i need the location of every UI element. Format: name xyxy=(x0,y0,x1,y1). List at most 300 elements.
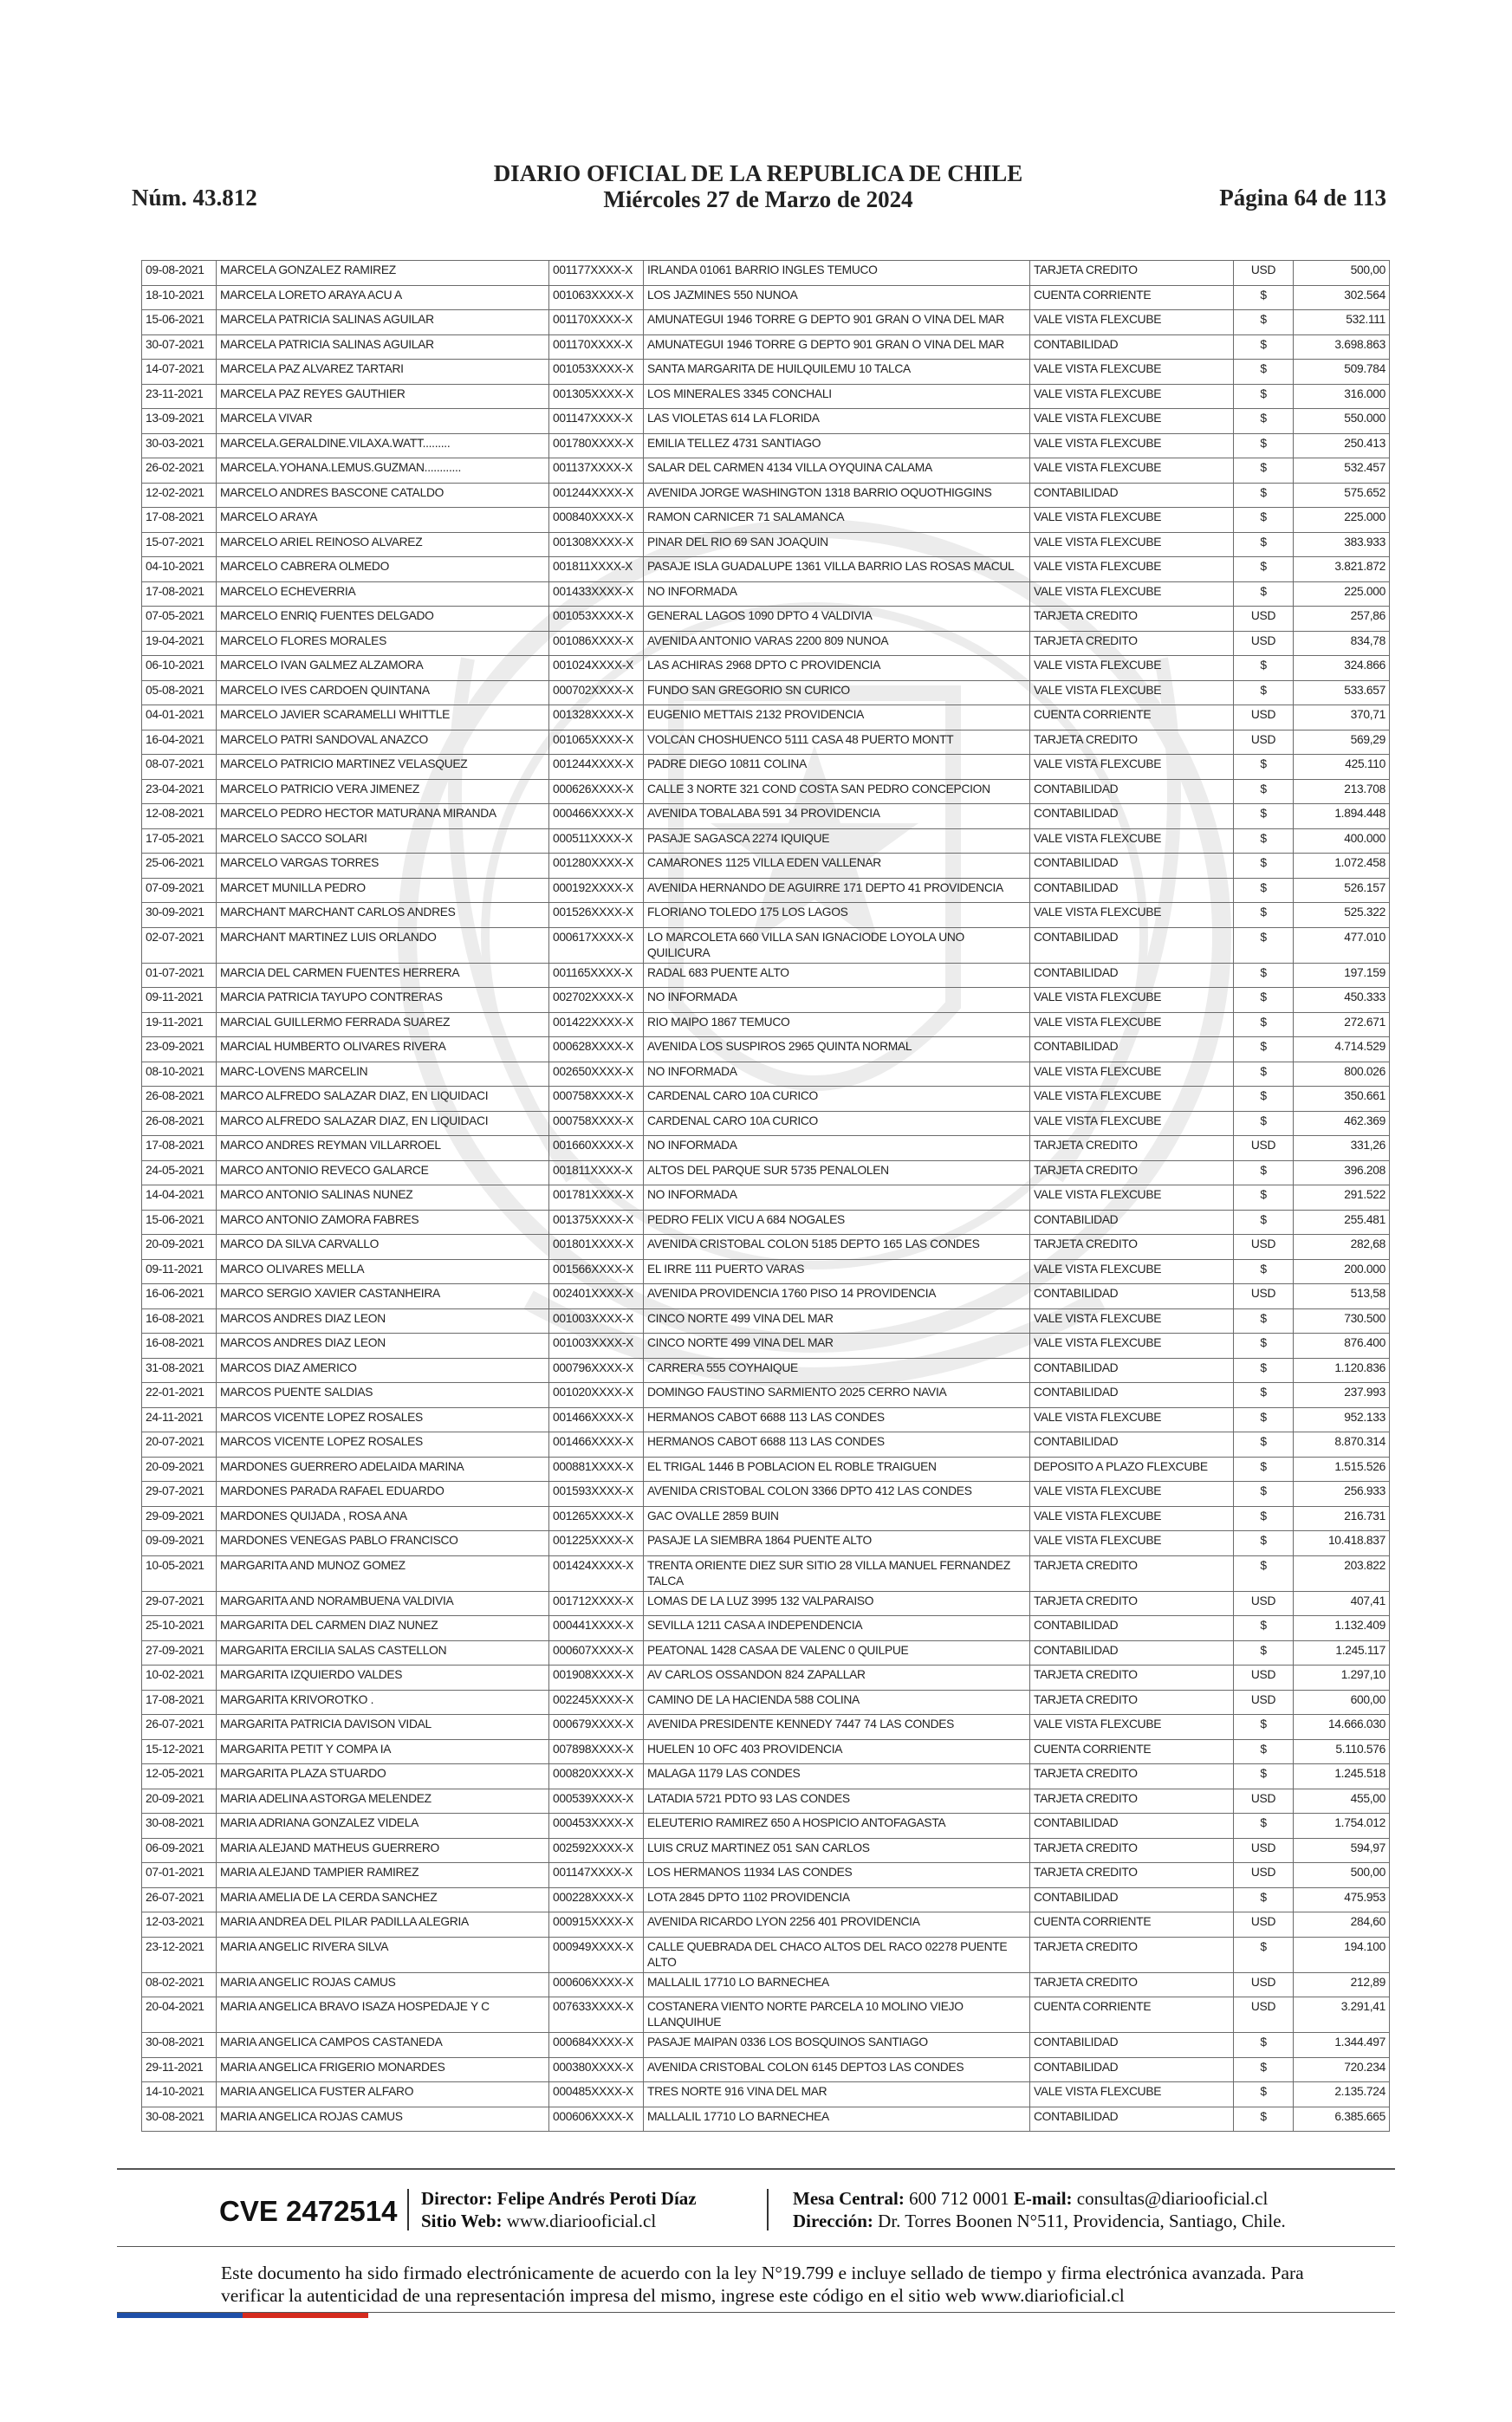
amount-cell: 1.515.526 xyxy=(1294,1457,1390,1482)
address-cell: LAS ACHIRAS 2968 DPTO C PROVIDENCIA xyxy=(644,656,1030,681)
date-cell: 25-06-2021 xyxy=(142,854,217,879)
page-header xyxy=(130,160,1386,221)
currency-cell: $ xyxy=(1234,1210,1294,1235)
footer-divider xyxy=(117,2168,1395,2170)
product-cell: CONTABILIDAD xyxy=(1030,2057,1234,2082)
currency-cell: USD xyxy=(1234,607,1294,632)
publication-title: DIARIO OFICIAL DE LA REPUBLICA DE CHILE xyxy=(493,160,1023,186)
name-cell: MARCELA.GERALDINE.VILAXA.WATT......... xyxy=(217,433,549,458)
table-row xyxy=(142,1616,1390,1641)
rut-cell: 001305XXXX-X xyxy=(549,384,644,409)
amount-cell: 1.297,10 xyxy=(1294,1666,1390,1691)
address-cell: EL TRIGAL 1446 B POBLACION EL ROBLE TRAIGUEN xyxy=(644,1457,1030,1482)
table-row xyxy=(142,1407,1390,1432)
date-cell: 05-08-2021 xyxy=(142,680,217,705)
product-cell: CUENTA CORRIENTE xyxy=(1030,1912,1234,1938)
date-cell: 17-08-2021 xyxy=(142,1136,217,1161)
currency-cell: $ xyxy=(1234,483,1294,508)
rut-cell: 000453XXXX-X xyxy=(549,1814,644,1839)
currency-cell: $ xyxy=(1234,1383,1294,1408)
rut-cell: 001003XXXX-X xyxy=(549,1308,644,1334)
date-cell: 20-09-2021 xyxy=(142,1457,217,1482)
currency-cell: $ xyxy=(1234,360,1294,385)
currency-cell: USD xyxy=(1234,1912,1294,1938)
legal-notice: Este documento ha sido firmado electrónicamente de acuerdo con la ley N°19.799 e incluye sellado de tiempo y firma electrónica avanzada. Para verificar la autenticidad de una representación impresa del mismo, ingrese este código en el sitio web www.diarioficial.cl xyxy=(221,2263,1304,2306)
amount-cell: 569,29 xyxy=(1294,730,1390,755)
amount-cell: 383.933 xyxy=(1294,532,1390,557)
name-cell: MARCELA PAZ REYES GAUTHIER xyxy=(217,384,549,409)
date-cell: 14-07-2021 xyxy=(142,360,217,385)
email-label: E-mail: xyxy=(1013,2188,1073,2209)
amount-cell: 1.072.458 xyxy=(1294,854,1390,879)
rut-cell: 001801XXXX-X xyxy=(549,1235,644,1260)
product-cell: TARJETA CREDITO xyxy=(1030,730,1234,755)
rut-cell: 000758XXXX-X xyxy=(549,1111,644,1136)
name-cell: MARCO ANTONIO REVECO GALARCE xyxy=(217,1160,549,1185)
product-cell: DEPOSITO A PLAZO FLEXCUBE xyxy=(1030,1457,1234,1482)
rut-cell: 000820XXXX-X xyxy=(549,1764,644,1789)
date-cell: 10-05-2021 xyxy=(142,1555,217,1591)
table-row xyxy=(142,927,1390,963)
product-cell: VALE VISTA FLEXCUBE xyxy=(1030,1531,1234,1556)
address-cell: AVENIDA JORGE WASHINGTON 1318 BARRIO OQUOTHIGGINS xyxy=(644,483,1030,508)
date-cell: 16-08-2021 xyxy=(142,1308,217,1334)
name-cell: MARIA ANGELICA CAMPOS CASTANEDA xyxy=(217,2033,549,2058)
name-cell: MARCELO IVES CARDOEN QUINTANA xyxy=(217,680,549,705)
address-cell: FLORIANO TOLEDO 175 LOS LAGOS xyxy=(644,903,1030,928)
currency-cell: USD xyxy=(1234,1591,1294,1616)
name-cell: MARGARITA ERCILIA SALAS CASTELLON xyxy=(217,1640,549,1666)
rut-cell: 002650XXXX-X xyxy=(549,1062,644,1087)
product-cell: CUENTA CORRIENTE xyxy=(1030,705,1234,730)
rut-cell: 001908XXXX-X xyxy=(549,1666,644,1691)
name-cell: MARCIAL GUILLERMO FERRADA SUAREZ xyxy=(217,1012,549,1037)
name-cell: MARGARITA AND NORAMBUENA VALDIVIA xyxy=(217,1591,549,1616)
name-cell: MARCELA VIVAR xyxy=(217,409,549,434)
name-cell: MARCELO FLORES MORALES xyxy=(217,631,549,656)
product-cell: VALE VISTA FLEXCUBE xyxy=(1030,532,1234,557)
amount-cell: 6.385.665 xyxy=(1294,2107,1390,2132)
rut-cell: 001466XXXX-X xyxy=(549,1432,644,1458)
amount-cell: 213.708 xyxy=(1294,779,1390,804)
table-row xyxy=(142,1210,1390,1235)
address-cell: NO INFORMADA xyxy=(644,1136,1030,1161)
rut-cell: 001466XXXX-X xyxy=(549,1407,644,1432)
date-cell: 14-10-2021 xyxy=(142,2082,217,2107)
name-cell: MARIA ANGELIC RIVERA SILVA xyxy=(217,1937,549,1972)
address-cell: ELEUTERIO RAMIREZ 650 A HOSPICIO ANTOFAGASTA xyxy=(644,1814,1030,1839)
name-cell: MARCET MUNILLA PEDRO xyxy=(217,878,549,903)
currency-cell: $ xyxy=(1234,779,1294,804)
table-row xyxy=(142,963,1390,988)
table-row xyxy=(142,458,1390,484)
publication-date: Miércoles 27 de Marzo de 2024 xyxy=(603,186,913,212)
product-cell: CONTABILIDAD xyxy=(1030,1210,1234,1235)
name-cell: MARGARITA AND MUNOZ GOMEZ xyxy=(217,1555,549,1591)
name-cell: MARCHANT MARCHANT CARLOS ANDRES xyxy=(217,903,549,928)
name-cell: MARC-LOVENS MARCELIN xyxy=(217,1062,549,1087)
address-cell: AVENIDA ANTONIO VARAS 2200 809 NUNOA xyxy=(644,631,1030,656)
product-cell: CONTABILIDAD xyxy=(1030,854,1234,879)
rut-cell: 001137XXXX-X xyxy=(549,458,644,484)
date-cell: 30-09-2021 xyxy=(142,903,217,928)
date-cell: 04-01-2021 xyxy=(142,705,217,730)
amount-cell: 257,86 xyxy=(1294,607,1390,632)
table-row xyxy=(142,1111,1390,1136)
product-cell: TARJETA CREDITO xyxy=(1030,1591,1234,1616)
amount-cell: 1.132.409 xyxy=(1294,1616,1390,1641)
name-cell: MARIA ADRIANA GONZALEZ VIDELA xyxy=(217,1814,549,1839)
table-row xyxy=(142,828,1390,854)
address-cell: AVENIDA CRISTOBAL COLON 3366 DPTO 412 LAS CONDES xyxy=(644,1482,1030,1507)
address-cell: HUELEN 10 OFC 403 PROVIDENCIA xyxy=(644,1739,1030,1764)
currency-cell: USD xyxy=(1234,261,1294,286)
currency-cell: $ xyxy=(1234,1457,1294,1482)
address-cell: LOS HERMANOS 11934 LAS CONDES xyxy=(644,1863,1030,1888)
product-cell: VALE VISTA FLEXCUBE xyxy=(1030,1715,1234,1740)
table-row xyxy=(142,433,1390,458)
table-row xyxy=(142,1062,1390,1087)
table-row xyxy=(142,1764,1390,1789)
table-row xyxy=(142,878,1390,903)
amount-cell: 225.000 xyxy=(1294,508,1390,533)
product-cell: TARJETA CREDITO xyxy=(1030,1666,1234,1691)
rut-cell: 000511XXXX-X xyxy=(549,828,644,854)
currency-cell: $ xyxy=(1234,1506,1294,1531)
amount-cell: 1.245.518 xyxy=(1294,1764,1390,1789)
table-row xyxy=(142,1012,1390,1037)
date-cell: 20-09-2021 xyxy=(142,1789,217,1814)
rut-cell: 001053XXXX-X xyxy=(549,360,644,385)
currency-cell: $ xyxy=(1234,409,1294,434)
amount-cell: 324.866 xyxy=(1294,656,1390,681)
table-row xyxy=(142,730,1390,755)
name-cell: MARCO ANDRES REYMAN VILLARROEL xyxy=(217,1136,549,1161)
rut-cell: 001811XXXX-X xyxy=(549,557,644,582)
rut-cell: 001177XXXX-X xyxy=(549,261,644,286)
amount-cell: 952.133 xyxy=(1294,1407,1390,1432)
currency-cell: $ xyxy=(1234,680,1294,705)
currency-cell: $ xyxy=(1234,1937,1294,1972)
address-cell: RADAL 683 PUENTE ALTO xyxy=(644,963,1030,988)
product-cell: TARJETA CREDITO xyxy=(1030,1235,1234,1260)
rut-cell: 001375XXXX-X xyxy=(549,1210,644,1235)
name-cell: MARCIA DEL CARMEN FUENTES HERRERA xyxy=(217,963,549,988)
rut-cell: 002245XXXX-X xyxy=(549,1690,644,1715)
product-cell: TARJETA CREDITO xyxy=(1030,1972,1234,1997)
name-cell: MARIA ANGELIC ROJAS CAMUS xyxy=(217,1972,549,1997)
address-cell: EMILIA TELLEZ 4731 SANTIAGO xyxy=(644,433,1030,458)
table-row xyxy=(142,705,1390,730)
name-cell: MARCELO VARGAS TORRES xyxy=(217,854,549,879)
currency-cell: $ xyxy=(1234,458,1294,484)
director-label: Director: xyxy=(421,2188,493,2209)
table-row xyxy=(142,2082,1390,2107)
amount-cell: 550.000 xyxy=(1294,409,1390,434)
address-cell: CINCO NORTE 499 VINA DEL MAR xyxy=(644,1334,1030,1359)
table-row xyxy=(142,631,1390,656)
currency-cell: $ xyxy=(1234,1764,1294,1789)
product-cell: VALE VISTA FLEXCUBE xyxy=(1030,310,1234,335)
table-row xyxy=(142,656,1390,681)
date-cell: 20-09-2021 xyxy=(142,1235,217,1260)
table-row xyxy=(142,557,1390,582)
rut-cell: 001147XXXX-X xyxy=(549,409,644,434)
amount-cell: 316.000 xyxy=(1294,384,1390,409)
amount-cell: 256.933 xyxy=(1294,1482,1390,1507)
table-row xyxy=(142,1358,1390,1383)
table-row xyxy=(142,1937,1390,1972)
name-cell: MARCOS VICENTE LOPEZ ROSALES xyxy=(217,1432,549,1458)
address-cell: CALLE 3 NORTE 321 COND COSTA SAN PEDRO CONCEPCION xyxy=(644,779,1030,804)
date-cell: 17-08-2021 xyxy=(142,508,217,533)
amount-cell: 10.418.837 xyxy=(1294,1531,1390,1556)
address-cell: CAMINO DE LA HACIENDA 588 COLINA xyxy=(644,1690,1030,1715)
address-cell: PASAJE LA SIEMBRA 1864 PUENTE ALTO xyxy=(644,1531,1030,1556)
product-cell: CONTABILIDAD xyxy=(1030,1640,1234,1666)
rut-cell: 001526XXXX-X xyxy=(549,903,644,928)
currency-cell: $ xyxy=(1234,1555,1294,1591)
product-cell: VALE VISTA FLEXCUBE xyxy=(1030,581,1234,607)
amount-cell: 2.135.724 xyxy=(1294,2082,1390,2107)
name-cell: MARIA ANGELICA FRIGERIO MONARDES xyxy=(217,2057,549,2082)
product-cell: CUENTA CORRIENTE xyxy=(1030,285,1234,310)
address-cell: RAMON CARNICER 71 SALAMANCA xyxy=(644,508,1030,533)
product-cell: VALE VISTA FLEXCUBE xyxy=(1030,1407,1234,1432)
name-cell: MARIA ANGELICA BRAVO ISAZA HOSPEDAJE Y C xyxy=(217,1997,549,2033)
rut-cell: 002592XXXX-X xyxy=(549,1838,644,1863)
product-cell: VALE VISTA FLEXCUBE xyxy=(1030,433,1234,458)
amount-cell: 212,89 xyxy=(1294,1972,1390,1997)
name-cell: MARCELO CABRERA OLMEDO xyxy=(217,557,549,582)
amount-cell: 594,97 xyxy=(1294,1838,1390,1863)
date-cell: 14-04-2021 xyxy=(142,1185,217,1211)
footer-contact-block xyxy=(793,2187,1286,2232)
currency-cell: USD xyxy=(1234,1136,1294,1161)
product-cell: CUENTA CORRIENTE xyxy=(1030,1997,1234,2033)
table-row xyxy=(142,1666,1390,1691)
rut-cell: 000606XXXX-X xyxy=(549,1972,644,1997)
table-row xyxy=(142,1087,1390,1112)
name-cell: MARCELA LORETO ARAYA ACU A xyxy=(217,285,549,310)
table-row xyxy=(142,2033,1390,2058)
currency-cell: USD xyxy=(1234,1235,1294,1260)
product-cell: VALE VISTA FLEXCUBE xyxy=(1030,755,1234,780)
date-cell: 07-01-2021 xyxy=(142,1863,217,1888)
date-cell: 30-08-2021 xyxy=(142,2033,217,2058)
table-row xyxy=(142,581,1390,607)
date-cell: 12-05-2021 xyxy=(142,1764,217,1789)
amount-cell: 331,26 xyxy=(1294,1136,1390,1161)
records-table-body xyxy=(142,261,1390,2132)
table-row xyxy=(142,854,1390,879)
address-cell: CARDENAL CARO 10A CURICO xyxy=(644,1111,1030,1136)
rut-cell: 000441XXXX-X xyxy=(549,1616,644,1641)
amount-cell: 400.000 xyxy=(1294,828,1390,854)
amount-cell: 3.698.863 xyxy=(1294,334,1390,360)
date-cell: 30-07-2021 xyxy=(142,334,217,360)
rut-cell: 000840XXXX-X xyxy=(549,508,644,533)
amount-cell: 450.333 xyxy=(1294,988,1390,1013)
rut-cell: 000949XXXX-X xyxy=(549,1937,644,1972)
rut-cell: 000539XXXX-X xyxy=(549,1789,644,1814)
address-cell: CARRERA 555 COYHAIQUE xyxy=(644,1358,1030,1383)
name-cell: MARCOS VICENTE LOPEZ ROSALES xyxy=(217,1407,549,1432)
rut-cell: 001422XXXX-X xyxy=(549,1012,644,1037)
table-row xyxy=(142,1482,1390,1507)
name-cell: MARCELA GONZALEZ RAMIREZ xyxy=(217,261,549,286)
currency-cell: $ xyxy=(1234,2057,1294,2082)
product-cell: CONTABILIDAD xyxy=(1030,927,1234,963)
currency-cell: $ xyxy=(1234,1308,1294,1334)
date-cell: 10-02-2021 xyxy=(142,1666,217,1691)
rut-cell: 000915XXXX-X xyxy=(549,1912,644,1938)
cve-code: CVE 2472514 xyxy=(219,2195,398,2227)
currency-cell: USD xyxy=(1234,1972,1294,1997)
amount-cell: 8.870.314 xyxy=(1294,1432,1390,1458)
product-cell: CONTABILIDAD xyxy=(1030,1284,1234,1309)
product-cell: CONTABILIDAD xyxy=(1030,963,1234,988)
name-cell: MARCELO SACCO SOLARI xyxy=(217,828,549,854)
table-row xyxy=(142,2107,1390,2132)
name-cell: MARCELO PEDRO HECTOR MATURANA MIRANDA xyxy=(217,804,549,829)
address-cell: EUGENIO METTAIS 2132 PROVIDENCIA xyxy=(644,705,1030,730)
rut-cell: 001566XXXX-X xyxy=(549,1259,644,1284)
email-link[interactable]: consultas@diariooficial.cl xyxy=(1076,2188,1269,2209)
name-cell: MARDONES GUERRERO ADELAIDA MARINA xyxy=(217,1457,549,1482)
amount-cell: 525.322 xyxy=(1294,903,1390,928)
currency-cell: $ xyxy=(1234,581,1294,607)
address-cell: CARDENAL CARO 10A CURICO xyxy=(644,1087,1030,1112)
address-cell: AV CARLOS OSSANDON 824 ZAPALLAR xyxy=(644,1666,1030,1691)
product-cell: TARJETA CREDITO xyxy=(1030,1690,1234,1715)
name-cell: MARCELA PATRICIA SALINAS AGUILAR xyxy=(217,334,549,360)
table-row xyxy=(142,483,1390,508)
date-cell: 30-03-2021 xyxy=(142,433,217,458)
name-cell: MARCELO JAVIER SCARAMELLI WHITTLE xyxy=(217,705,549,730)
amount-cell: 513,58 xyxy=(1294,1284,1390,1309)
table-row xyxy=(142,2057,1390,2082)
table-row xyxy=(142,409,1390,434)
name-cell: MARCELA.YOHANA.LEMUS.GUZMAN............ xyxy=(217,458,549,484)
product-cell: VALE VISTA FLEXCUBE xyxy=(1030,1111,1234,1136)
address-cell: LO MARCOLETA 660 VILLA SAN IGNACIODE LOYOLA UNO QUILICURA xyxy=(644,927,1030,963)
rut-cell: 001712XXXX-X xyxy=(549,1591,644,1616)
name-cell: MARIA ANDREA DEL PILAR PADILLA ALEGRIA xyxy=(217,1912,549,1938)
name-cell: MARGARITA KRIVOROTKO . xyxy=(217,1690,549,1715)
product-cell: VALE VISTA FLEXCUBE xyxy=(1030,680,1234,705)
name-cell: MARIA AMELIA DE LA CERDA SANCHEZ xyxy=(217,1887,549,1912)
product-cell: VALE VISTA FLEXCUBE xyxy=(1030,1062,1234,1087)
flag-blue-segment xyxy=(117,2313,243,2318)
address-cell: LOTA 2845 DPTO 1102 PROVIDENCIA xyxy=(644,1887,1030,1912)
product-cell: CONTABILIDAD xyxy=(1030,1432,1234,1458)
address-cell: FUNDO SAN GREGORIO SN CURICO xyxy=(644,680,1030,705)
address-cell: AVENIDA TOBALABA 591 34 PROVIDENCIA xyxy=(644,804,1030,829)
address-cell: PEATONAL 1428 CASAA DE VALENC 0 QUILPUE xyxy=(644,1640,1030,1666)
name-cell: MARIA ALEJAND MATHEUS GUERRERO xyxy=(217,1838,549,1863)
date-cell: 17-05-2021 xyxy=(142,828,217,854)
table-row xyxy=(142,1136,1390,1161)
rut-cell: 001811XXXX-X xyxy=(549,1160,644,1185)
rut-cell: 001165XXXX-X xyxy=(549,963,644,988)
name-cell: MARGARITA PLAZA STUARDO xyxy=(217,1764,549,1789)
product-cell: CONTABILIDAD xyxy=(1030,334,1234,360)
product-cell: CONTABILIDAD xyxy=(1030,2033,1234,2058)
currency-cell: $ xyxy=(1234,2107,1294,2132)
amount-cell: 1.344.497 xyxy=(1294,2033,1390,2058)
name-cell: MARCO DA SILVA CARVALLO xyxy=(217,1235,549,1260)
date-cell: 09-11-2021 xyxy=(142,988,217,1013)
name-cell: MARCELO ENRIQ FUENTES DELGADO xyxy=(217,607,549,632)
date-cell: 19-11-2021 xyxy=(142,1012,217,1037)
rut-cell: 001170XXXX-X xyxy=(549,310,644,335)
table-row xyxy=(142,1814,1390,1839)
name-cell: MARCELO ECHEVERRIA xyxy=(217,581,549,607)
currency-cell: USD xyxy=(1234,1863,1294,1888)
table-row xyxy=(142,607,1390,632)
table-row xyxy=(142,1640,1390,1666)
name-cell: MARCELA PAZ ALVAREZ TARTARI xyxy=(217,360,549,385)
product-cell: CONTABILIDAD xyxy=(1030,1383,1234,1408)
currency-cell: $ xyxy=(1234,557,1294,582)
rut-cell: 001003XXXX-X xyxy=(549,1334,644,1359)
website-link[interactable]: www.diariooficial.cl xyxy=(506,2211,657,2231)
product-cell: CUENTA CORRIENTE xyxy=(1030,1739,1234,1764)
amount-cell: 255.481 xyxy=(1294,1210,1390,1235)
currency-cell: $ xyxy=(1234,1482,1294,1507)
address-cell: AVENIDA RICARDO LYON 2256 401 PROVIDENCIA xyxy=(644,1912,1030,1938)
address-cell: COSTANERA VIENTO NORTE PARCELA 10 MOLINO VIEJO LLANQUIHUE xyxy=(644,1997,1030,2033)
date-cell: 19-04-2021 xyxy=(142,631,217,656)
currency-cell: $ xyxy=(1234,828,1294,854)
amount-cell: 1.894.448 xyxy=(1294,804,1390,829)
name-cell: MARGARITA PETIT Y COMPA IA xyxy=(217,1739,549,1764)
rut-cell: 002702XXXX-X xyxy=(549,988,644,1013)
date-cell: 09-11-2021 xyxy=(142,1259,217,1284)
amount-cell: 462.369 xyxy=(1294,1111,1390,1136)
date-cell: 31-08-2021 xyxy=(142,1358,217,1383)
amount-cell: 407,41 xyxy=(1294,1591,1390,1616)
address-cell: LATADIA 5721 PDTO 93 LAS CONDES xyxy=(644,1789,1030,1814)
address-cell: EL IRRE 111 PUERTO VARAS xyxy=(644,1259,1030,1284)
product-cell: TARJETA CREDITO xyxy=(1030,1937,1234,1972)
rut-cell: 000758XXXX-X xyxy=(549,1087,644,1112)
amount-cell: 5.110.576 xyxy=(1294,1739,1390,1764)
website-label: Sitio Web: xyxy=(421,2211,503,2231)
product-cell: VALE VISTA FLEXCUBE xyxy=(1030,508,1234,533)
amount-cell: 876.400 xyxy=(1294,1334,1390,1359)
rut-cell: 000617XXXX-X xyxy=(549,927,644,963)
amount-cell: 350.661 xyxy=(1294,1087,1390,1112)
rut-cell: 007633XXXX-X xyxy=(549,1997,644,2033)
amount-cell: 730.500 xyxy=(1294,1308,1390,1334)
amount-cell: 1.754.012 xyxy=(1294,1814,1390,1839)
product-cell: TARJETA CREDITO xyxy=(1030,1789,1234,1814)
product-cell: VALE VISTA FLEXCUBE xyxy=(1030,988,1234,1013)
date-cell: 26-07-2021 xyxy=(142,1887,217,1912)
name-cell: MARCELO PATRICIO VERA JIMENEZ xyxy=(217,779,549,804)
table-row xyxy=(142,1432,1390,1458)
currency-cell: $ xyxy=(1234,1531,1294,1556)
table-row xyxy=(142,1997,1390,2033)
amount-cell: 14.666.030 xyxy=(1294,1715,1390,1740)
table-row xyxy=(142,1259,1390,1284)
name-cell: MARGARITA IZQUIERDO VALDES xyxy=(217,1666,549,1691)
amount-cell: 3.821.872 xyxy=(1294,557,1390,582)
date-cell: 17-08-2021 xyxy=(142,1690,217,1715)
footer-separator-2 xyxy=(767,2189,769,2230)
